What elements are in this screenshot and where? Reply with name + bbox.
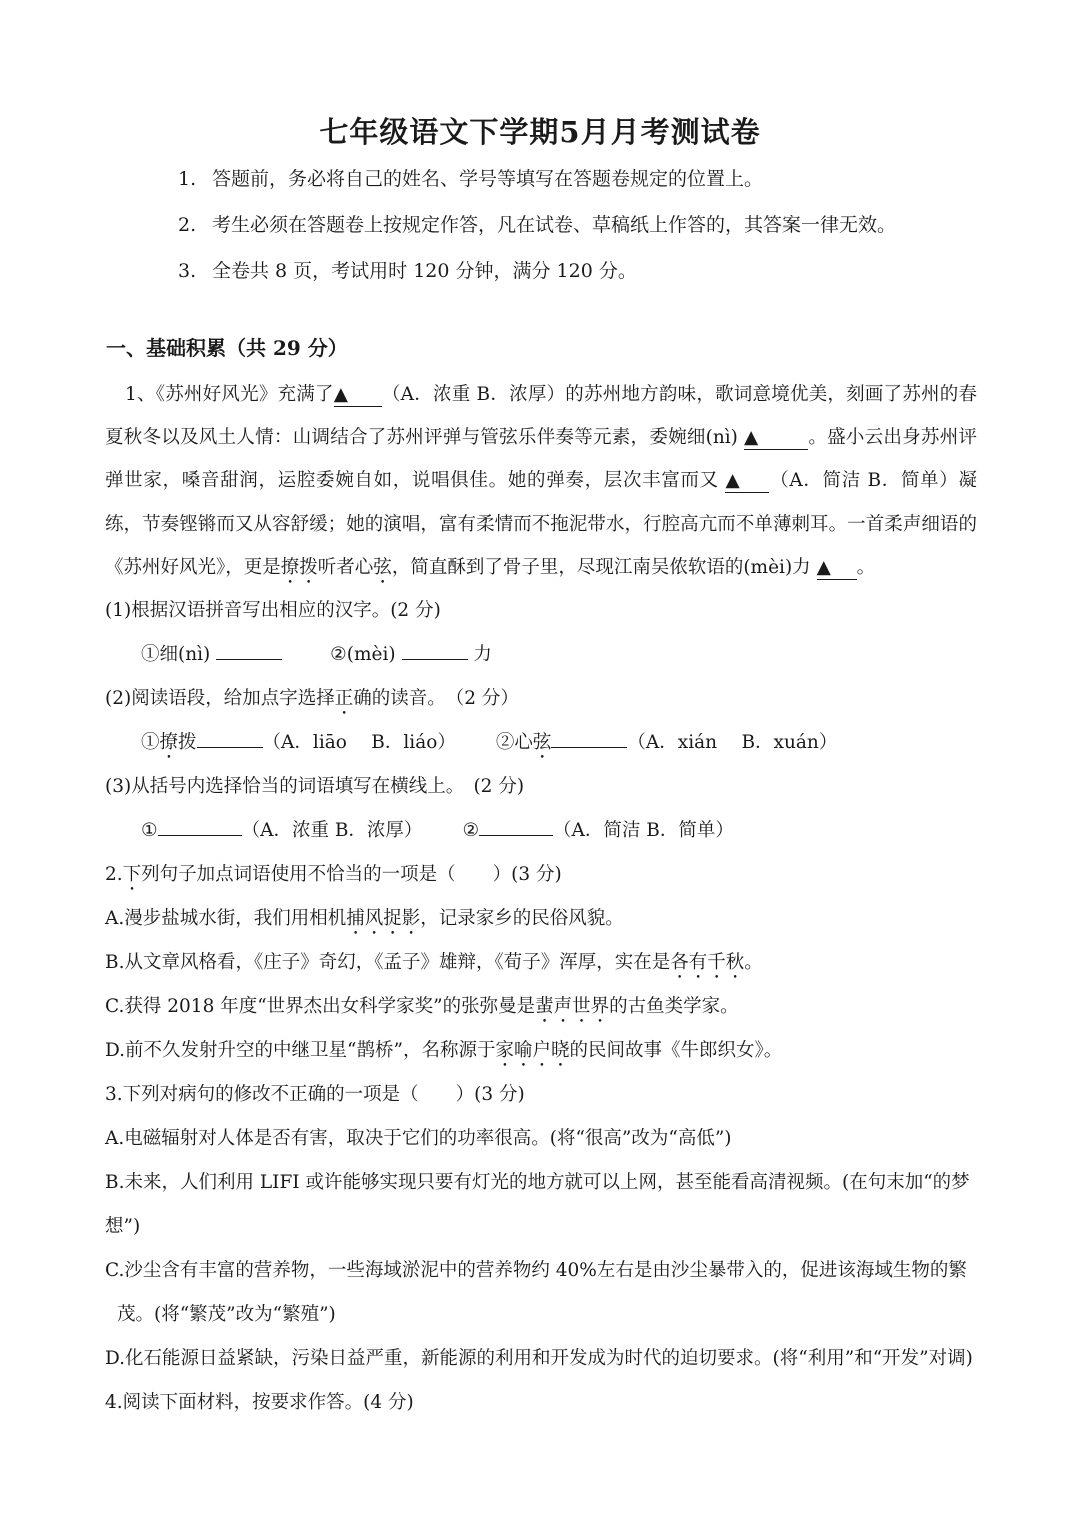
section-heading: 一、基础积累（共 29 分）: [106, 336, 348, 360]
answer-blank-3: ▲: [725, 470, 769, 493]
questions-body: [105, 373, 977, 1425]
sub-question-1-body: ①细(nì) ②(mèi) 力: [105, 633, 977, 677]
answer-blank-1: ▲: [334, 384, 382, 407]
dotted-word: 撩拨: [280, 556, 318, 578]
dotted-word: 家喻户晓: [495, 1040, 570, 1062]
instruction-item: 1. 答题前，务必将自己的姓名、学号等填写在答题卷规定的位置上。: [178, 168, 764, 190]
question-2-option-d: D.前不久发射升空的中继卫星“鹊桥”，名称源于家喻户晓的民间故事《牛郎织女》。: [105, 1040, 783, 1062]
question-3-option-c-cont: 茂。(将“繁茂”改为“繁殖”): [117, 1304, 336, 1326]
dotted-word: 正: [334, 688, 354, 710]
dotted-word: 下: [122, 864, 142, 886]
question-1-passage: 1、《苏州好风光》充满了▲ （A．浓重 B．浓厚）的苏州地方韵味，歌词意境优美，刻画了苏州的春夏秋冬以及风土人情：山调结合了苏州评弹与管弦乐伴奏等元素，委婉细(nì) ▲ 。盛小云出身苏州评弹世家，嗓音甜润，运腔委婉自如，说唱俱佳。她的弹奏，层次丰富而又 ▲ （A．简洁 B．简单）凝练，节奏铿锵而又从容舒缓；她的演唱，富有柔情而不拖泥带水，行腔高亢而不单薄刺耳。一首柔声细语的《苏州好风光》，更是撩拨听者心弦，简直酥到了骨子里，尽现江南吴侬软语的(mèi)力 ▲ 。: [105, 384, 977, 578]
question-3-option-b: B.未来，人们利用 LIFI 或许能够实现只要有灯光的地方就可以上网，甚至能看高清视频。(在句末加“的梦: [105, 1172, 970, 1194]
dotted-word: 捕风捉影: [346, 908, 421, 930]
answer-blank-4: ▲: [817, 557, 857, 580]
fill-blank: [197, 725, 263, 748]
sub-question-2-body: ①撩拨 （A．liāo B．liáo） ②心弦 （A．xián B．xuán）: [105, 721, 977, 765]
sub-question-2-head: (2)阅读语段，给加点字选择正确的读音。 （2 分）: [105, 688, 519, 710]
question-2-option-b: B.从文章风格看，《庄子》奇幻，《孟子》雄辩，《荀子》浑厚，实在是各有千秋。: [105, 952, 763, 974]
fill-blank: [216, 637, 282, 660]
sub-question-1-head: (1)根据汉语拼音写出相应的汉字。(2 分): [105, 600, 441, 622]
instruction-item: 3. 全卷共 8 页，考试用时 120 分钟，满分 120 分。: [178, 260, 637, 282]
dotted-word: 各有千秋: [670, 952, 745, 974]
question-3-option-d: D.化石能源日益紧缺，污染日益严重，新能源的利用和开发成为时代的迫切要求。(将“利用”和“开发”对调): [105, 1348, 973, 1370]
question-3-option-c: C.沙尘含有丰富的营养物，一些海域淤泥中的营养物约 40%左右是由沙尘暴带入的，促进该海域生物的繁: [105, 1260, 967, 1282]
fill-blank: [158, 813, 242, 836]
instruction-item: 2. 考生必须在答题卷上按规定作答，凡在试卷、草稿纸上作答的，其答案一律无效。: [178, 214, 897, 236]
answer-blank-2: ▲: [744, 427, 808, 450]
instructions-list: [178, 162, 1038, 300]
dotted-word: 弦: [373, 556, 392, 578]
dotted-word: 撩: [159, 732, 179, 754]
question-4-head: 4.阅读下面材料，按要求作答。(4 分): [105, 1392, 414, 1414]
fill-blank: [551, 725, 627, 748]
question-3-option-b-cont: 想”): [105, 1216, 141, 1238]
question-2-option-c: C.获得 2018 年度“世界杰出女科学家奖”的张弥曼是蜚声世界的古鱼类学家。: [105, 996, 739, 1018]
question-2-head: 2.下列句子加点词语使用不恰当的一项是（ ）(3 分): [105, 864, 562, 886]
question-2-option-a: A.漫步盐城水街，我们用相机捕风捉影，记录家乡的民俗风貌。: [105, 908, 624, 930]
dotted-word: 弦: [532, 732, 552, 754]
sub-question-3-body: ① （A．浓重 B．浓厚） ② （A．简洁 B．简单）: [105, 809, 977, 853]
dotted-word: 蜚声世界: [535, 996, 610, 1018]
fill-blank: [402, 637, 468, 660]
question-3-option-a: A.电磁辐射对人体是否有害，取决于它们的功率很高。(将“很高”改为“高低”): [105, 1128, 732, 1150]
page-title: 七年级语文下学期5月月考测试卷: [319, 115, 761, 149]
sub-question-3-head: (3)从括号内选择恰当的词语填写在横线上。 (2 分): [105, 776, 525, 798]
fill-blank: [479, 813, 553, 836]
question-3-head: 3.下列对病句的修改不正确的一项是（ ）(3 分): [105, 1084, 525, 1106]
